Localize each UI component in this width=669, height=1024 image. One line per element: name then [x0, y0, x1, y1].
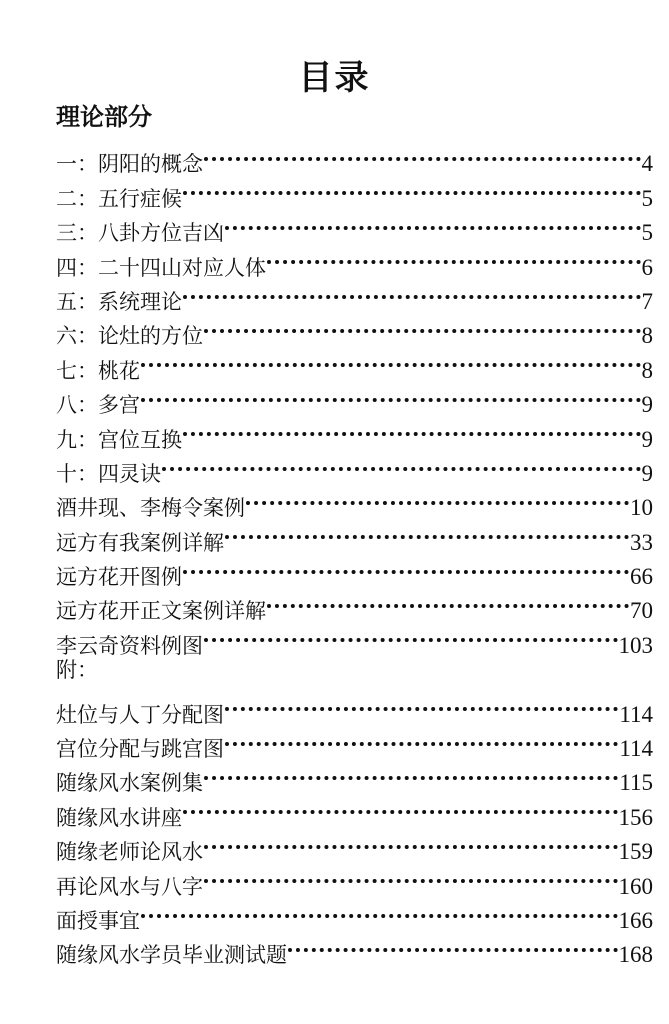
toc-entry	[56, 343, 653, 383]
toc-entry-page: 159	[618, 839, 653, 865]
page-title: 目录	[298, 58, 371, 98]
toc-entry-label: 灶位与人丁分配图	[56, 702, 224, 727]
toc-entry-page: 114	[619, 736, 653, 762]
toc-entry-page: 5	[641, 220, 653, 246]
toc-entry-label: 随缘风水学员毕业测试题	[56, 943, 287, 968]
toc-entry-label: 四：二十四山对应人体	[56, 255, 266, 280]
toc-entry-label: 随缘风水讲座	[56, 805, 182, 830]
toc-entry-label: 一：阴阳的概念	[56, 152, 203, 177]
toc-entry	[56, 687, 653, 727]
toc-entry	[56, 412, 653, 452]
dot-leader	[141, 378, 641, 412]
toc-entry-label: 随缘老师论风水	[56, 840, 203, 865]
dot-leader	[267, 240, 641, 274]
toc-entry-page: 4	[641, 151, 653, 177]
toc-entry-label: 六：论灶的方位	[56, 324, 203, 349]
dot-leader	[183, 550, 629, 584]
toc-entry-page: 10	[630, 495, 653, 521]
dot-leader	[204, 309, 641, 343]
toc-entry-label: 面授事宜	[56, 908, 140, 933]
toc-entry-page: 6	[641, 254, 653, 280]
dot-leader	[162, 447, 641, 481]
toc-entry-page: 70	[630, 598, 653, 624]
dot-leader	[183, 275, 641, 309]
dot-leader	[288, 928, 618, 962]
dot-leader	[225, 722, 618, 756]
dot-leader	[204, 825, 618, 859]
toc-entry-label: 二：五行症候	[56, 186, 182, 211]
toc-entry-label: 随缘风水案例集	[56, 771, 203, 796]
toc-entry-label: 李云奇资料例图	[56, 633, 203, 658]
toc-entry-label: 再论风水与八字	[56, 874, 203, 899]
dot-leader	[141, 343, 641, 377]
toc-entry-page: 168	[618, 942, 653, 968]
dot-leader	[225, 687, 618, 721]
dot-leader	[204, 137, 641, 171]
toc-entry-page: 33	[630, 529, 653, 555]
toc-entry-page: 7	[641, 288, 653, 314]
dot-leader	[267, 584, 629, 618]
dot-leader	[246, 481, 629, 515]
toc-entry-label: 七：桃花	[56, 358, 140, 383]
toc-entry-page: 66	[630, 564, 653, 590]
dot-leader	[225, 206, 641, 240]
toc-entry-page: 156	[618, 804, 653, 830]
toc-entry-label: 九：宫位互换	[56, 427, 182, 452]
dot-leader	[204, 859, 618, 893]
appendix-label: 附：	[56, 657, 98, 682]
toc-entry-label: 五：系统理论	[56, 289, 182, 314]
dot-leader	[183, 790, 618, 824]
toc-entry-page: 115	[619, 770, 653, 796]
toc-entry-label: 酒井现、李梅令案例	[56, 496, 245, 521]
dot-leader	[183, 171, 641, 205]
dot-leader	[225, 515, 629, 549]
toc-entry-page: 160	[618, 873, 653, 899]
toc-entry-page: 166	[618, 907, 653, 933]
toc-entry	[56, 928, 653, 968]
dot-leader	[204, 618, 618, 652]
toc-entry-page: 8	[641, 323, 653, 349]
toc-entry-label: 八：多宫	[56, 393, 140, 418]
toc-entry-label: 远方花开图例	[56, 565, 182, 590]
dot-leader	[183, 412, 641, 446]
toc-entry-page: 9	[641, 426, 653, 452]
toc-entry-page: 9	[641, 392, 653, 418]
toc-entry-page: 114	[619, 701, 653, 727]
dot-leader	[204, 756, 618, 790]
toc-entry-page: 5	[641, 185, 653, 211]
toc-entry-page: 8	[641, 357, 653, 383]
dot-leader	[141, 894, 618, 928]
toc-entry	[56, 378, 653, 418]
section-heading: 理论部分	[56, 103, 152, 131]
toc-entry-page: 9	[641, 460, 653, 486]
toc-entry-label: 远方花开正文案例详解	[56, 599, 266, 624]
toc-entry-label: 十：四灵诀	[56, 461, 161, 486]
toc-entry	[56, 894, 653, 933]
toc-entry-label: 远方有我案例详解	[56, 530, 224, 555]
toc-entry	[56, 137, 653, 177]
toc-entry-page: 103	[618, 632, 653, 658]
table-of-contents	[56, 137, 653, 968]
toc-entry-label: 宫位分配与跳宫图	[56, 737, 224, 762]
toc-entry-label: 三：八卦方位吉凶	[56, 221, 224, 246]
